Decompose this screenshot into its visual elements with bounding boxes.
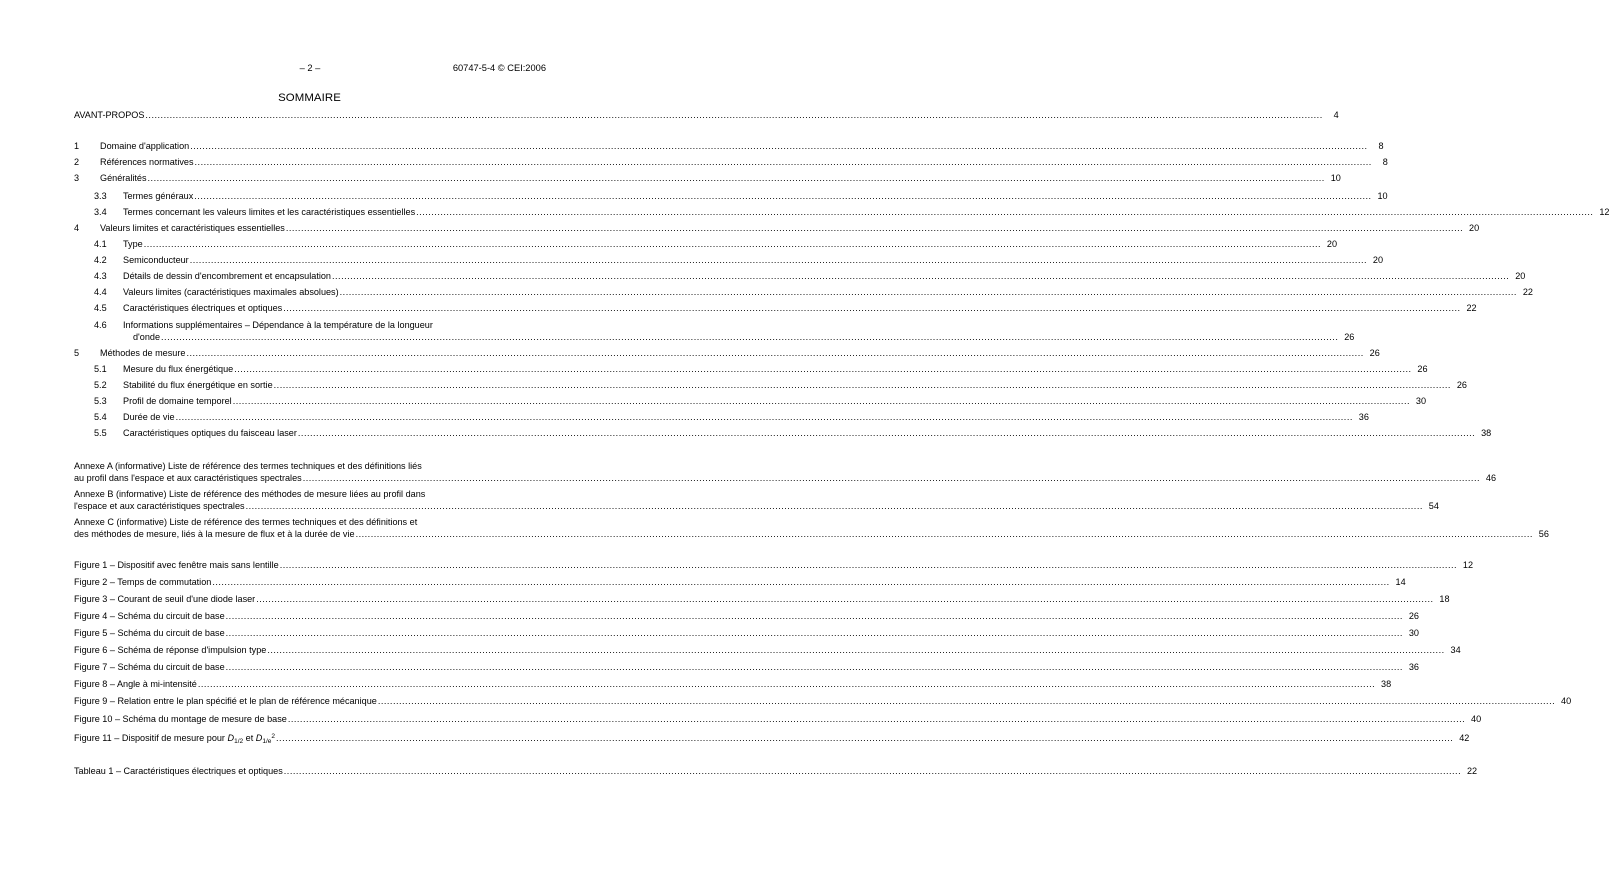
toc-entry-table[interactable]	[74, 765, 1478, 778]
toc-entry-label: Figure 3 – Courant de seuil d'une diode laser	[74, 594, 256, 604]
toc-entry-subsection[interactable]	[94, 270, 1526, 283]
toc-entry-label: Tableau 1 – Caractéristiques électriques et optiques	[74, 766, 283, 776]
dot-leader	[198, 678, 1375, 691]
toc-entry-label: Mesure du flux énergétique	[123, 364, 234, 374]
toc-entry-subsection[interactable]	[94, 411, 1369, 424]
toc-entry-figure[interactable]	[74, 576, 1406, 589]
dot-leader	[267, 644, 1444, 657]
toc-entry-page: 34	[1450, 645, 1461, 655]
toc-entry-page: 36	[1408, 662, 1419, 672]
dot-leader	[298, 427, 1475, 440]
dot-leader	[280, 559, 1457, 572]
toc-entry-label: AVANT-PROPOS	[74, 110, 145, 120]
toc-entry-subsection-continuation[interactable]	[133, 331, 1355, 344]
toc-entry-subsection[interactable]	[94, 206, 1609, 219]
toc-entry-label: l'espace et aux caractéristiques spectrales	[74, 501, 245, 511]
subscript-half: 1/2	[234, 738, 244, 745]
toc-entry-figure[interactable]	[74, 610, 1419, 623]
toc-entry-label: Méthodes de mesure	[100, 348, 186, 358]
toc-entry-label	[74, 730, 275, 748]
superscript-two: 2	[271, 733, 276, 740]
toc-entry-annex-a[interactable]	[74, 472, 1497, 485]
section-number: 3	[74, 173, 80, 183]
toc-entry-page: 56	[1538, 529, 1549, 539]
toc-entry-page: 36	[1358, 412, 1369, 422]
toc-entry-page: 26	[1408, 611, 1419, 621]
toc-entry-label: Détails de dessin d'encombrement et encapsulation	[123, 271, 331, 281]
toc-entry-page: 14	[1395, 577, 1406, 587]
dot-leader	[145, 109, 1322, 122]
dot-leader	[378, 695, 1555, 708]
toc-entry-figure[interactable]	[74, 559, 1474, 572]
annex-b-first-line[interactable]: Annexe B (informative) Liste de référence des méthodes de mesure liées au profil dans	[74, 489, 426, 499]
toc-entry-page: 20	[1469, 223, 1480, 233]
toc-entry-subsection[interactable]	[94, 238, 1338, 251]
dot-leader	[226, 610, 1403, 623]
page-title: SOMMAIRE	[278, 92, 341, 104]
dot-leader	[186, 347, 1363, 360]
toc-entry-page: 38	[1381, 679, 1392, 689]
toc-entry-section[interactable]	[74, 172, 1341, 185]
section-number: 5	[74, 348, 80, 358]
page-number: – 2 –	[299, 63, 321, 73]
toc-entry-page: 4	[1333, 110, 1339, 120]
toc-entry-label: Type	[123, 239, 143, 249]
toc-entry-label: Figure 1 – Dispositif avec fenêtre mais sans lentille	[74, 560, 279, 570]
toc-entry-label: Valeurs limites et caractéristiques essentielles	[100, 223, 285, 233]
dot-leader	[246, 500, 1423, 513]
symbol-d: D	[227, 733, 235, 743]
toc-entry-page: 22	[1522, 287, 1533, 297]
section-number: 4.4	[94, 287, 107, 297]
annex-c-first-line[interactable]: Annexe C (informative) Liste de référence des termes techniques et des définitions et	[74, 517, 418, 527]
dot-leader	[283, 302, 1460, 315]
toc-entry-page: 22	[1466, 766, 1478, 776]
figure-11-label-mid: et	[243, 733, 256, 743]
toc-entry-page: 54	[1428, 501, 1439, 511]
dot-leader	[303, 472, 1480, 485]
toc-entry-label: d'onde	[133, 332, 161, 342]
toc-entry-section[interactable]	[74, 222, 1480, 235]
toc-entry-figure[interactable]	[74, 695, 1572, 708]
toc-entry-page: 40	[1561, 696, 1572, 706]
dot-leader	[288, 713, 1465, 726]
toc-entry-page: 20	[1372, 255, 1384, 265]
dot-leader	[274, 379, 1451, 392]
toc-entry-figure[interactable]	[74, 644, 1461, 657]
toc-entry-subsection[interactable]	[94, 427, 1492, 440]
toc-entry-label: Valeurs limites (caractéristiques maximales absolues)	[123, 287, 339, 297]
section-number: 3.4	[94, 207, 107, 217]
toc-entry-label: Figure 10 – Schéma du montage de mesure de base	[74, 714, 287, 724]
section-number: 5.5	[94, 428, 107, 438]
toc-entry-figure[interactable]	[74, 713, 1482, 726]
toc-entry-label: Figure 7 – Schéma du circuit de base	[74, 662, 225, 672]
toc-entry-figure[interactable]	[74, 661, 1419, 674]
section-number: 3.3	[94, 191, 107, 201]
toc-entry-label: Références normatives	[100, 157, 194, 167]
toc-entry-page: 8	[1378, 141, 1384, 151]
toc-entry-label: au profil dans l'espace et aux caractéristiques spectrales	[74, 473, 302, 483]
dot-leader	[332, 270, 1509, 283]
section-number: 5.2	[94, 380, 107, 390]
dot-leader	[212, 576, 1389, 589]
toc-entry-page: 42	[1459, 733, 1470, 743]
section-number: 4	[74, 223, 80, 233]
toc-entry-label: Caractéristiques électriques et optiques	[123, 303, 283, 313]
dot-leader	[194, 190, 1371, 203]
section-number: 4.1	[94, 239, 107, 249]
toc-entry-subsection[interactable]	[94, 286, 1533, 299]
dot-leader	[256, 593, 1433, 606]
toc-entry-label: Profil de domaine temporel	[123, 396, 232, 406]
toc-entry-label: Informations supplémentaires – Dépendance à la température de la longueur	[123, 320, 433, 330]
section-number: 5.1	[94, 364, 107, 374]
toc-entry-page: 8	[1382, 157, 1388, 167]
toc-entry-page: 20	[1326, 239, 1338, 249]
dot-leader	[226, 627, 1403, 640]
toc-entry-label: Semiconducteur	[123, 255, 189, 265]
toc-entry-subsection[interactable]	[94, 254, 1384, 267]
toc-entry-page: 22	[1466, 303, 1477, 313]
section-number: 4.3	[94, 271, 107, 281]
toc-entry-page: 20	[1515, 271, 1526, 281]
dot-leader	[190, 254, 1367, 267]
section-number: 4.5	[94, 303, 107, 313]
toc-entry-subsection[interactable]	[94, 379, 1467, 392]
toc-entry-page: 26	[1456, 380, 1467, 390]
toc-entry-subsection[interactable]	[94, 302, 1477, 315]
toc-entry-page: 10	[1330, 173, 1341, 183]
dot-leader	[190, 140, 1367, 153]
section-number: 4.2	[94, 255, 107, 265]
toc-entry-label: des méthodes de mesure, liés à la mesure de flux et à la durée de vie	[74, 529, 355, 539]
toc-entry-page: 12	[1462, 560, 1474, 570]
figure-11-label-prefix: Figure 11 – Dispositif de mesure pour	[74, 733, 228, 743]
toc-entry-page: 38	[1481, 428, 1492, 438]
toc-entry-subsection[interactable]	[94, 190, 1388, 203]
toc-entry-subsection[interactable]	[94, 363, 1428, 376]
dot-leader	[233, 395, 1410, 408]
toc-entry-page: 26	[1369, 348, 1380, 358]
section-number: 5.4	[94, 412, 107, 422]
dot-leader	[286, 222, 1463, 235]
dot-leader	[161, 331, 1338, 344]
dot-leader	[144, 238, 1321, 251]
toc-entry-label: Figure 5 – Schéma du circuit de base	[74, 628, 225, 638]
annex-a-first-line[interactable]: Annexe A (informative) Liste de référence des termes techniques et des définitions liés	[74, 461, 422, 471]
section-number: 1	[74, 141, 80, 151]
toc-entry-label: Termes généraux	[123, 191, 194, 201]
toc-entry-section[interactable]	[74, 156, 1388, 169]
toc-entry-section[interactable]	[74, 347, 1380, 360]
dot-leader	[176, 411, 1353, 424]
toc-entry-page: 30	[1408, 628, 1419, 638]
section-number: 4.6	[94, 320, 107, 330]
document-reference: 60747-5-4 © CEI:2006	[452, 63, 546, 73]
toc-entry-label: Figure 9 – Relation entre le plan spécifié et le plan de référence mécanique	[74, 696, 377, 706]
toc-entry-subsection[interactable]	[94, 395, 1427, 408]
subscript-one-over-e: 1/e	[262, 738, 272, 745]
dot-leader	[195, 156, 1372, 169]
dot-leader	[340, 286, 1517, 299]
toc-entry-label: Figure 8 – Angle à mi-intensité	[74, 679, 197, 689]
toc-entry-page: 12	[1599, 207, 1609, 217]
toc-entry-label: Figure 4 – Schéma du circuit de base	[74, 611, 225, 621]
dot-leader	[234, 363, 1411, 376]
toc-entry-page: 26	[1344, 332, 1355, 342]
toc-entry-label: Termes concernant les valeurs limites et les caractéristiques essentielles	[123, 207, 416, 217]
toc-entry-label: Domaine d'application	[100, 141, 190, 151]
section-number: 5.3	[94, 396, 107, 406]
toc-entry-figure[interactable]	[74, 593, 1450, 606]
toc-entry-page: 26	[1417, 364, 1428, 374]
dot-leader	[284, 765, 1461, 778]
toc-entry-label: Stabilité du flux énergétique en sortie	[123, 380, 273, 390]
toc-entry-page: 30	[1415, 396, 1427, 406]
toc-entry-figure[interactable]	[74, 730, 1470, 745]
toc-entry-page: 10	[1377, 191, 1388, 201]
toc-entry-label: Durée de vie	[123, 412, 175, 422]
symbol-d: D	[255, 733, 263, 743]
toc-entry-avant-propos[interactable]	[74, 109, 1339, 122]
toc-entry-page: 18	[1439, 594, 1450, 604]
toc-entry-annex-b[interactable]	[74, 500, 1439, 513]
section-number: 2	[74, 157, 80, 167]
toc-entry-annex-c[interactable]	[74, 528, 1549, 541]
dot-leader	[276, 732, 1453, 745]
dot-leader	[356, 528, 1533, 541]
toc-entry-figure[interactable]	[74, 627, 1419, 640]
toc-entry-figure[interactable]	[74, 678, 1392, 691]
dot-leader	[416, 206, 1593, 219]
toc-entry-label: Figure 2 – Temps de commutation	[74, 577, 212, 587]
dot-leader	[148, 172, 1325, 185]
toc-entry-label: Généralités	[100, 173, 147, 183]
toc-entry-page: 46	[1485, 473, 1497, 483]
toc-entry-label: Figure 6 – Schéma de réponse d'impulsion type	[74, 645, 267, 655]
dot-leader	[226, 661, 1403, 674]
toc-entry-section[interactable]	[74, 140, 1384, 153]
toc-entry-label: Caractéristiques optiques du faisceau laser	[123, 428, 297, 438]
toc-entry-page: 40	[1471, 714, 1482, 724]
